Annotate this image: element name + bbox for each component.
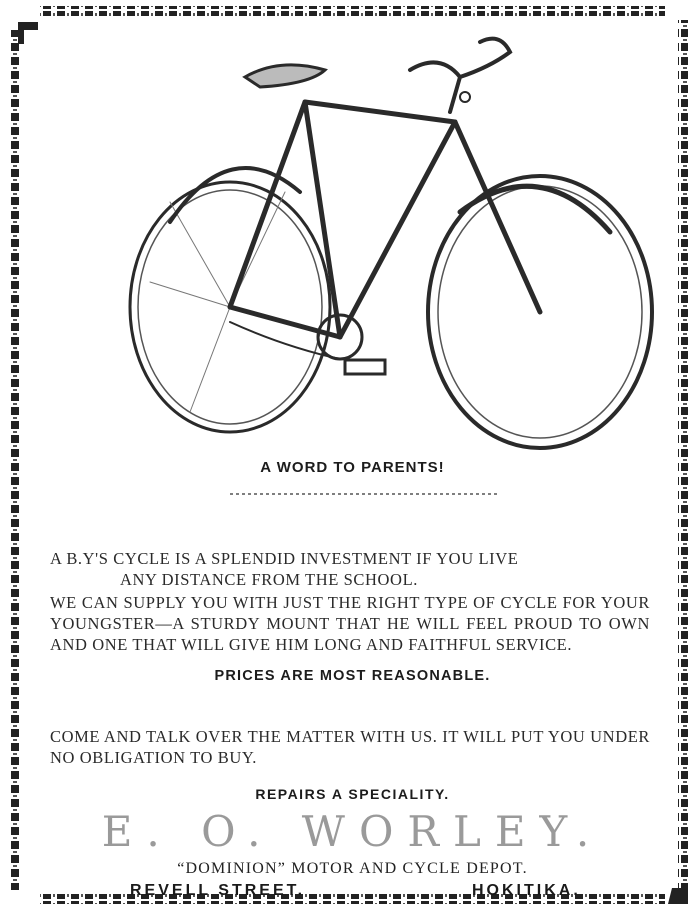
invitation-paragraph: COME AND TALK OVER THE MATTER WITH US. IT WILL PUT YOU UNDER NO OBLIGATION TO BUY. <box>50 727 650 767</box>
bicycle-illustration <box>110 22 670 462</box>
street-address: REVELL STREET. <box>130 882 306 899</box>
repairs-subheading: REPAIRS A SPECIALITY. <box>255 786 450 802</box>
advertiser-name: E. O. WORLEY. <box>101 807 604 856</box>
supply-paragraph: WE CAN SUPPLY YOU WITH JUST THE RIGHT TYPE OF CYCLE FOR YOUR YOUNGSTER—A STURDY MOUNT THAT HE WILL FEEL PROUD TO OWN AND ONE THAT WILL GIVE HIM LONG AND FAITHFUL SERVICE. <box>50 593 650 654</box>
ad-heading: A WORD TO PARENTS! <box>260 459 445 476</box>
town-name: HOKITIKA. <box>472 882 581 899</box>
intro-line-1: A B.Y'S CYCLE IS A SPLENDID INVESTMENT IF YOU LIVE <box>50 549 519 568</box>
advertisement <box>40 22 665 899</box>
depot-name: “DOMINION” MOTOR AND CYCLE DEPOT. <box>177 860 528 877</box>
intro-paragraph <box>50 548 650 590</box>
ornamental-rule <box>230 492 500 496</box>
prices-subheading: PRICES ARE MOST REASONABLE. <box>214 668 491 684</box>
intro-line-2: ANY DISTANCE FROM THE SCHOOL. <box>120 570 418 589</box>
